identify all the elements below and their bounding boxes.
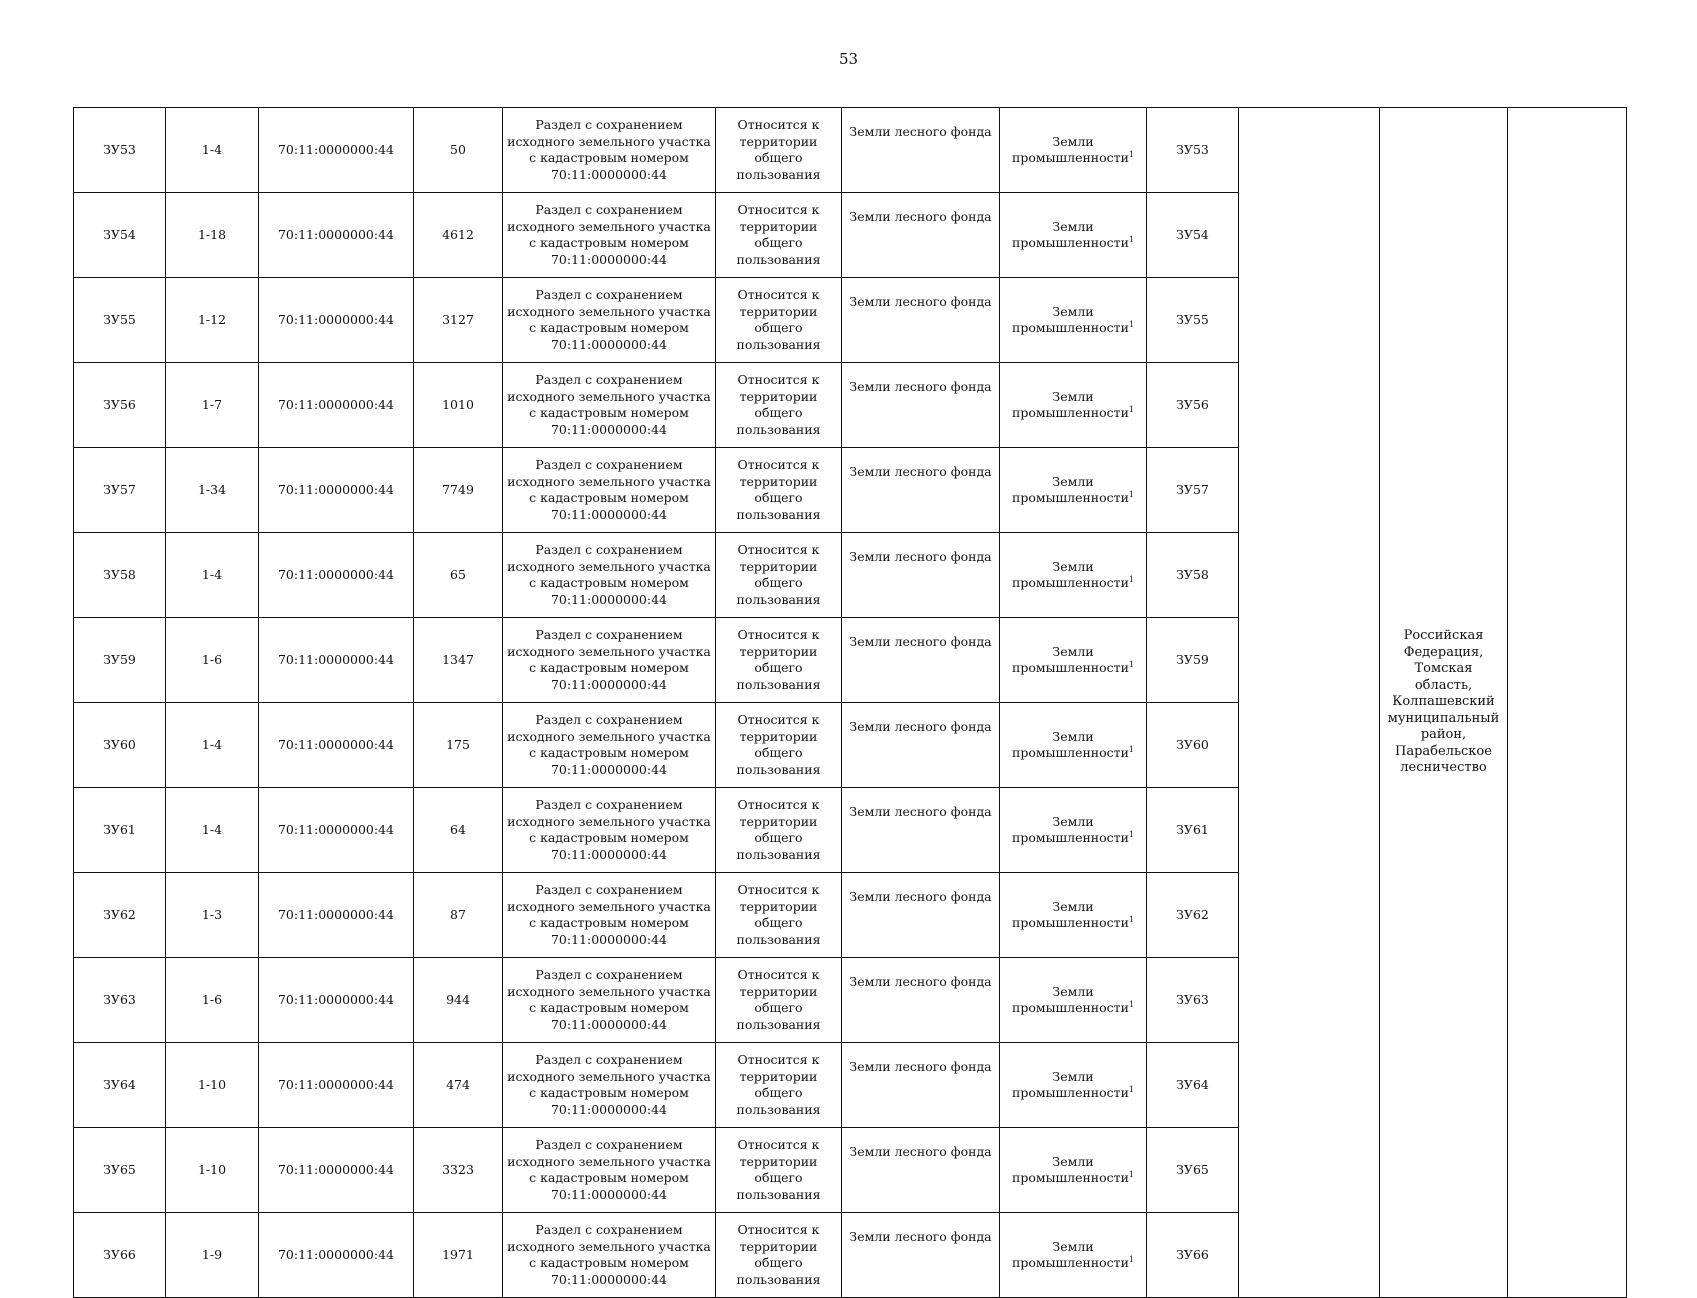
cell-points-range xyxy=(166,618,259,703)
footnote-marker: 1 xyxy=(1128,234,1135,244)
cell-area xyxy=(414,873,503,958)
cell-plot-id xyxy=(74,1043,166,1128)
cell-formation-method-text: Раздел с сохранением исходного земельного участка с кадастровым номером 70:11:0000000:44 xyxy=(507,712,711,777)
cell-territory-type xyxy=(716,1213,842,1298)
cell-land-category xyxy=(842,703,1000,788)
cell-designation xyxy=(1147,533,1239,618)
table-body xyxy=(74,108,1627,1298)
cell-plot-id-text: ЗУ61 xyxy=(103,821,136,837)
cell-land-category xyxy=(842,448,1000,533)
cell-land-category-text: Земли лесного фонда xyxy=(849,634,992,649)
cell-region xyxy=(1380,108,1508,1298)
cell-formation-method-text: Раздел с сохранением исходного земельного участка с кадастровым номером 70:11:0000000:44 xyxy=(507,542,711,607)
cell-land-category-text: Земли лесного фонда xyxy=(849,974,992,989)
cell-land-use xyxy=(1000,1043,1147,1128)
cell-designation-text: ЗУ60 xyxy=(1176,736,1209,752)
cell-land-use xyxy=(1000,278,1147,363)
cell-formation-method xyxy=(503,618,716,703)
cell-points-range-text: 1-10 xyxy=(197,1161,227,1177)
cell-area xyxy=(414,703,503,788)
cell-formation-method xyxy=(503,788,716,873)
cell-cadastral-number xyxy=(259,1043,414,1128)
cell-territory-type xyxy=(716,533,842,618)
cell-points-range xyxy=(166,958,259,1043)
footnote-marker: 1 xyxy=(1128,829,1135,839)
cell-formation-method xyxy=(503,108,716,193)
cell-territory-type xyxy=(716,278,842,363)
cell-cadastral-number-text: 70:11:0000000:44 xyxy=(277,1246,395,1262)
cell-cadastral-number-text: 70:11:0000000:44 xyxy=(277,736,395,752)
cell-cadastral-number xyxy=(259,363,414,448)
cell-formation-method xyxy=(503,958,716,1043)
cell-land-use xyxy=(1000,788,1147,873)
cell-formation-method-text: Раздел с сохранением исходного земельного участка с кадастровым номером 70:11:0000000:44 xyxy=(507,882,711,947)
cell-area-text: 87 xyxy=(450,906,466,922)
cell-formation-method-text: Раздел с сохранением исходного земельного участка с кадастровым номером 70:11:0000000:44 xyxy=(507,797,711,862)
cell-formation-method-text: Раздел с сохранением исходного земельного участка с кадастровым номером 70:11:0000000:44 xyxy=(507,372,711,437)
cell-territory-type xyxy=(716,363,842,448)
cell-land-use xyxy=(1000,448,1147,533)
cell-designation xyxy=(1147,873,1239,958)
cell-formation-method-text: Раздел с сохранением исходного земельного участка с кадастровым номером 70:11:0000000:44 xyxy=(507,1137,711,1202)
cell-area-text: 3323 xyxy=(442,1161,474,1177)
cell-points-range xyxy=(166,788,259,873)
cell-points-range-text: 1-18 xyxy=(197,226,227,242)
cell-land-category-text: Земли лесного фонда xyxy=(849,379,992,394)
cell-territory-type-text: Относится к территории общего пользования xyxy=(736,797,821,862)
cell-plot-id-text: ЗУ54 xyxy=(103,226,136,242)
cell-formation-method-text: Раздел с сохранением исходного земельного участка с кадастровым номером 70:11:0000000:44 xyxy=(507,1222,711,1287)
cell-designation xyxy=(1147,1213,1239,1298)
cell-cadastral-number xyxy=(259,958,414,1043)
region-text: Российская Федерация, Томская область, Колпашевский муниципальный район, Парабельское лесничество xyxy=(1387,628,1500,776)
cell-cadastral-number xyxy=(259,873,414,958)
cell-designation-text: ЗУ56 xyxy=(1176,396,1209,412)
footnote-marker: 1 xyxy=(1128,574,1135,584)
cell-designation xyxy=(1147,278,1239,363)
cell-points-range-text: 1-6 xyxy=(201,651,223,667)
cell-land-use-text: Земли промышленности xyxy=(1011,728,1129,760)
cell-cadastral-number-text: 70:11:0000000:44 xyxy=(277,821,395,837)
cell-area-text: 3127 xyxy=(442,311,474,327)
cell-designation-text: ЗУ54 xyxy=(1176,226,1209,242)
cell-cadastral-number xyxy=(259,193,414,278)
cell-land-category-text: Земли лесного фонда xyxy=(849,719,992,734)
cell-territory-type xyxy=(716,108,842,193)
cell-points-range-text: 1-6 xyxy=(201,991,223,1007)
cell-plot-id-text: ЗУ65 xyxy=(103,1161,136,1177)
table-row xyxy=(74,108,1627,193)
cell-plot-id-text: ЗУ57 xyxy=(103,481,136,497)
land-plots-table xyxy=(73,107,1627,1298)
cell-land-category-text: Земли лесного фонда xyxy=(849,124,992,139)
cell-land-use-text: Земли промышленности xyxy=(1011,558,1129,590)
footnote-marker: 1 xyxy=(1128,999,1135,1009)
cell-designation xyxy=(1147,448,1239,533)
cell-plot-id xyxy=(74,363,166,448)
cell-plot-id-text: ЗУ59 xyxy=(103,651,136,667)
cell-plot-id xyxy=(74,108,166,193)
cell-territory-type-text: Относится к территории общего пользования xyxy=(736,1137,821,1202)
cell-cadastral-number xyxy=(259,448,414,533)
cell-land-use xyxy=(1000,703,1147,788)
cell-area xyxy=(414,193,503,278)
cell-territory-type-text: Относится к территории общего пользования xyxy=(736,372,821,437)
cell-cadastral-number-text: 70:11:0000000:44 xyxy=(277,481,395,497)
cell-formation-method-text: Раздел с сохранением исходного земельного участка с кадастровым номером 70:11:0000000:44 xyxy=(507,287,711,352)
cell-land-category xyxy=(842,278,1000,363)
cell-plot-id-text: ЗУ56 xyxy=(103,396,136,412)
cell-territory-type-text: Относится к территории общего пользования xyxy=(736,117,821,182)
cell-designation-text: ЗУ61 xyxy=(1176,821,1209,837)
cell-land-category xyxy=(842,363,1000,448)
footnote-marker: 1 xyxy=(1128,489,1135,499)
cell-territory-type-text: Относится к территории общего пользования xyxy=(736,967,821,1032)
cell-points-range-text: 1-10 xyxy=(197,1076,227,1092)
cell-area xyxy=(414,958,503,1043)
cell-area xyxy=(414,1043,503,1128)
cell-points-range-text: 1-4 xyxy=(201,821,223,837)
cell-points-range xyxy=(166,108,259,193)
cell-designation-text: ЗУ55 xyxy=(1176,311,1209,327)
cell-designation xyxy=(1147,1043,1239,1128)
cell-land-category xyxy=(842,958,1000,1043)
cell-area xyxy=(414,618,503,703)
cell-formation-method xyxy=(503,533,716,618)
cell-points-range-text: 1-4 xyxy=(201,141,223,157)
cell-formation-method xyxy=(503,193,716,278)
cell-empty-column xyxy=(1239,108,1380,1298)
cell-designation-text: ЗУ53 xyxy=(1176,141,1209,157)
cell-land-use-text: Земли промышленности xyxy=(1011,813,1129,845)
cell-points-range-text: 1-7 xyxy=(201,396,223,412)
cell-territory-type xyxy=(716,873,842,958)
cell-formation-method xyxy=(503,448,716,533)
cell-cadastral-number-text: 70:11:0000000:44 xyxy=(277,991,395,1007)
cell-empty-last-column xyxy=(1508,108,1627,1298)
cell-land-category-text: Земли лесного фонда xyxy=(849,1144,992,1159)
cell-points-range-text: 1-4 xyxy=(201,566,223,582)
cell-points-range xyxy=(166,873,259,958)
cell-territory-type-text: Относится к территории общего пользования xyxy=(736,287,821,352)
cell-territory-type-text: Относится к территории общего пользования xyxy=(736,202,821,267)
cell-land-category xyxy=(842,788,1000,873)
cell-points-range-text: 1-9 xyxy=(201,1246,223,1262)
cell-cadastral-number-text: 70:11:0000000:44 xyxy=(277,226,395,242)
cell-points-range-text: 1-4 xyxy=(201,736,223,752)
cell-land-category xyxy=(842,193,1000,278)
cell-territory-type xyxy=(716,958,842,1043)
cell-formation-method-text: Раздел с сохранением исходного земельного участка с кадастровым номером 70:11:0000000:44 xyxy=(507,627,711,692)
cell-points-range-text: 1-3 xyxy=(201,906,223,922)
cell-cadastral-number-text: 70:11:0000000:44 xyxy=(277,651,395,667)
cell-cadastral-number-text: 70:11:0000000:44 xyxy=(277,396,395,412)
cell-area-text: 64 xyxy=(450,821,466,837)
cell-cadastral-number-text: 70:11:0000000:44 xyxy=(277,1161,395,1177)
cell-territory-type xyxy=(716,448,842,533)
cell-land-use-text: Земли промышленности xyxy=(1011,133,1129,165)
cell-formation-method xyxy=(503,278,716,363)
cell-land-use-text: Земли промышленности xyxy=(1011,1153,1129,1185)
cell-area-text: 944 xyxy=(446,991,470,1007)
cell-formation-method xyxy=(503,363,716,448)
cell-plot-id xyxy=(74,703,166,788)
cell-designation-text: ЗУ58 xyxy=(1176,566,1209,582)
cell-plot-id-text: ЗУ63 xyxy=(103,991,136,1007)
cell-territory-type-text: Относится к территории общего пользования xyxy=(736,1052,821,1117)
cell-plot-id-text: ЗУ53 xyxy=(103,141,136,157)
cell-formation-method-text: Раздел с сохранением исходного земельного участка с кадастровым номером 70:11:0000000:44 xyxy=(507,202,711,267)
cell-designation xyxy=(1147,788,1239,873)
cell-formation-method xyxy=(503,703,716,788)
cell-cadastral-number-text: 70:11:0000000:44 xyxy=(277,1076,395,1092)
cell-area xyxy=(414,363,503,448)
cell-land-use xyxy=(1000,363,1147,448)
cell-territory-type-text: Относится к территории общего пользования xyxy=(736,457,821,522)
cell-territory-type-text: Относится к территории общего пользования xyxy=(736,1222,821,1287)
cell-land-use-text: Земли промышленности xyxy=(1011,303,1129,335)
cell-land-use-text: Земли промышленности xyxy=(1011,388,1129,420)
footnote-marker: 1 xyxy=(1128,744,1135,754)
cell-land-category xyxy=(842,533,1000,618)
cell-land-category xyxy=(842,618,1000,703)
footnote-marker: 1 xyxy=(1128,319,1135,329)
cell-points-range xyxy=(166,703,259,788)
cell-formation-method-text: Раздел с сохранением исходного земельного участка с кадастровым номером 70:11:0000000:44 xyxy=(507,457,711,522)
cell-cadastral-number-text: 70:11:0000000:44 xyxy=(277,311,395,327)
cell-land-category xyxy=(842,873,1000,958)
cell-cadastral-number xyxy=(259,278,414,363)
cell-cadastral-number xyxy=(259,533,414,618)
cell-land-use-text: Земли промышленности xyxy=(1011,473,1129,505)
footnote-marker: 1 xyxy=(1128,1084,1135,1094)
cell-formation-method xyxy=(503,1043,716,1128)
cell-land-use-text: Земли промышленности xyxy=(1011,1068,1129,1100)
cell-area-text: 50 xyxy=(450,141,466,157)
cell-plot-id-text: ЗУ62 xyxy=(103,906,136,922)
cell-territory-type xyxy=(716,1043,842,1128)
cell-territory-type-text: Относится к территории общего пользования xyxy=(736,542,821,607)
cell-formation-method-text: Раздел с сохранением исходного земельного участка с кадастровым номером 70:11:0000000:44 xyxy=(507,1052,711,1117)
cell-land-category-text: Земли лесного фонда xyxy=(849,294,992,309)
cell-land-use xyxy=(1000,533,1147,618)
cell-territory-type xyxy=(716,618,842,703)
cell-formation-method xyxy=(503,1213,716,1298)
footnote-marker: 1 xyxy=(1128,1254,1135,1264)
cell-land-use xyxy=(1000,1213,1147,1298)
cell-area xyxy=(414,448,503,533)
cell-area-text: 7749 xyxy=(442,481,474,497)
cell-designation-text: ЗУ57 xyxy=(1176,481,1209,497)
cell-points-range-text: 1-12 xyxy=(197,311,227,327)
cell-designation xyxy=(1147,363,1239,448)
footnote-marker: 1 xyxy=(1128,404,1135,414)
footnote-marker: 1 xyxy=(1128,659,1135,669)
cell-plot-id xyxy=(74,278,166,363)
cell-designation xyxy=(1147,108,1239,193)
cell-land-category-text: Земли лесного фонда xyxy=(849,209,992,224)
footnote-marker: 1 xyxy=(1128,1169,1135,1179)
cell-land-use-text: Земли промышленности xyxy=(1011,898,1129,930)
cell-land-use xyxy=(1000,873,1147,958)
cell-plot-id-text: ЗУ60 xyxy=(103,736,136,752)
cell-points-range xyxy=(166,1213,259,1298)
cell-designation xyxy=(1147,958,1239,1043)
cell-plot-id xyxy=(74,193,166,278)
cell-formation-method xyxy=(503,873,716,958)
cell-designation-text: ЗУ66 xyxy=(1176,1246,1209,1262)
cell-area-text: 65 xyxy=(450,566,466,582)
cell-area-text: 1347 xyxy=(442,651,474,667)
cell-plot-id-text: ЗУ58 xyxy=(103,566,136,582)
footnote-marker: 1 xyxy=(1128,914,1135,924)
cell-cadastral-number xyxy=(259,108,414,193)
cell-plot-id xyxy=(74,873,166,958)
cell-area-text: 4612 xyxy=(442,226,474,242)
page-number: 53 xyxy=(838,50,859,68)
cell-land-category-text: Земли лесного фонда xyxy=(849,549,992,564)
cell-designation xyxy=(1147,618,1239,703)
cell-area-text: 474 xyxy=(446,1076,470,1092)
cell-plot-id-text: ЗУ55 xyxy=(103,311,136,327)
cell-land-category-text: Земли лесного фонда xyxy=(849,1229,992,1244)
cell-area xyxy=(414,533,503,618)
cell-cadastral-number xyxy=(259,788,414,873)
cell-territory-type-text: Относится к территории общего пользования xyxy=(736,882,821,947)
cell-land-use-text: Земли промышленности xyxy=(1011,1238,1129,1270)
cell-land-use xyxy=(1000,193,1147,278)
cell-points-range-text: 1-34 xyxy=(197,481,227,497)
cell-cadastral-number-text: 70:11:0000000:44 xyxy=(277,906,395,922)
cell-territory-type xyxy=(716,703,842,788)
cell-designation xyxy=(1147,193,1239,278)
cell-land-category xyxy=(842,1213,1000,1298)
cell-land-category-text: Земли лесного фонда xyxy=(849,464,992,479)
cell-territory-type-text: Относится к территории общего пользования xyxy=(736,712,821,777)
cell-designation-text: ЗУ59 xyxy=(1176,651,1209,667)
cell-land-use xyxy=(1000,108,1147,193)
cell-designation-text: ЗУ62 xyxy=(1176,906,1209,922)
cell-designation-text: ЗУ64 xyxy=(1176,1076,1209,1092)
cell-cadastral-number xyxy=(259,703,414,788)
cell-cadastral-number xyxy=(259,618,414,703)
cell-cadastral-number-text: 70:11:0000000:44 xyxy=(277,566,395,582)
cell-land-use xyxy=(1000,958,1147,1043)
cell-plot-id xyxy=(74,448,166,533)
cell-area xyxy=(414,1213,503,1298)
cell-land-category xyxy=(842,1043,1000,1128)
cell-designation xyxy=(1147,703,1239,788)
cell-area xyxy=(414,788,503,873)
cell-designation-text: ЗУ63 xyxy=(1176,991,1209,1007)
cell-plot-id-text: ЗУ64 xyxy=(103,1076,136,1092)
cell-land-use-text: Земли промышленности xyxy=(1011,983,1129,1015)
cell-cadastral-number-text: 70:11:0000000:44 xyxy=(277,141,395,157)
cell-plot-id xyxy=(74,618,166,703)
cell-land-category-text: Земли лесного фонда xyxy=(849,1059,992,1074)
cell-land-category-text: Земли лесного фонда xyxy=(849,889,992,904)
cell-land-category-text: Земли лесного фонда xyxy=(849,804,992,819)
cell-area-text: 1010 xyxy=(442,396,474,412)
cell-territory-type xyxy=(716,788,842,873)
cell-area xyxy=(414,108,503,193)
cell-area xyxy=(414,278,503,363)
cell-cadastral-number xyxy=(259,1213,414,1298)
footnote-marker: 1 xyxy=(1128,149,1135,159)
cell-territory-type xyxy=(716,193,842,278)
cell-plot-id xyxy=(74,533,166,618)
cell-points-range xyxy=(166,363,259,448)
cell-designation-text: ЗУ65 xyxy=(1176,1161,1209,1177)
cell-points-range xyxy=(166,1043,259,1128)
cell-formation-method-text: Раздел с сохранением исходного земельного участка с кадастровым номером 70:11:0000000:44 xyxy=(507,117,711,182)
cell-plot-id xyxy=(74,1213,166,1298)
cell-area-text: 1971 xyxy=(442,1246,474,1262)
cell-territory-type-text: Относится к территории общего пользования xyxy=(736,627,821,692)
cell-land-use-text: Земли промышленности xyxy=(1011,218,1129,250)
cell-points-range xyxy=(166,278,259,363)
cell-land-use-text: Земли промышленности xyxy=(1011,643,1129,675)
cell-formation-method-text: Раздел с сохранением исходного земельного участка с кадастровым номером 70:11:0000000:44 xyxy=(507,967,711,1032)
cell-land-category xyxy=(842,108,1000,193)
cell-plot-id xyxy=(74,788,166,873)
cell-points-range xyxy=(166,448,259,533)
cell-points-range xyxy=(166,193,259,278)
cell-plot-id-text: ЗУ66 xyxy=(103,1246,136,1262)
cell-plot-id xyxy=(74,958,166,1043)
cell-land-use xyxy=(1000,618,1147,703)
cell-points-range xyxy=(166,533,259,618)
cell-area-text: 175 xyxy=(446,736,470,752)
